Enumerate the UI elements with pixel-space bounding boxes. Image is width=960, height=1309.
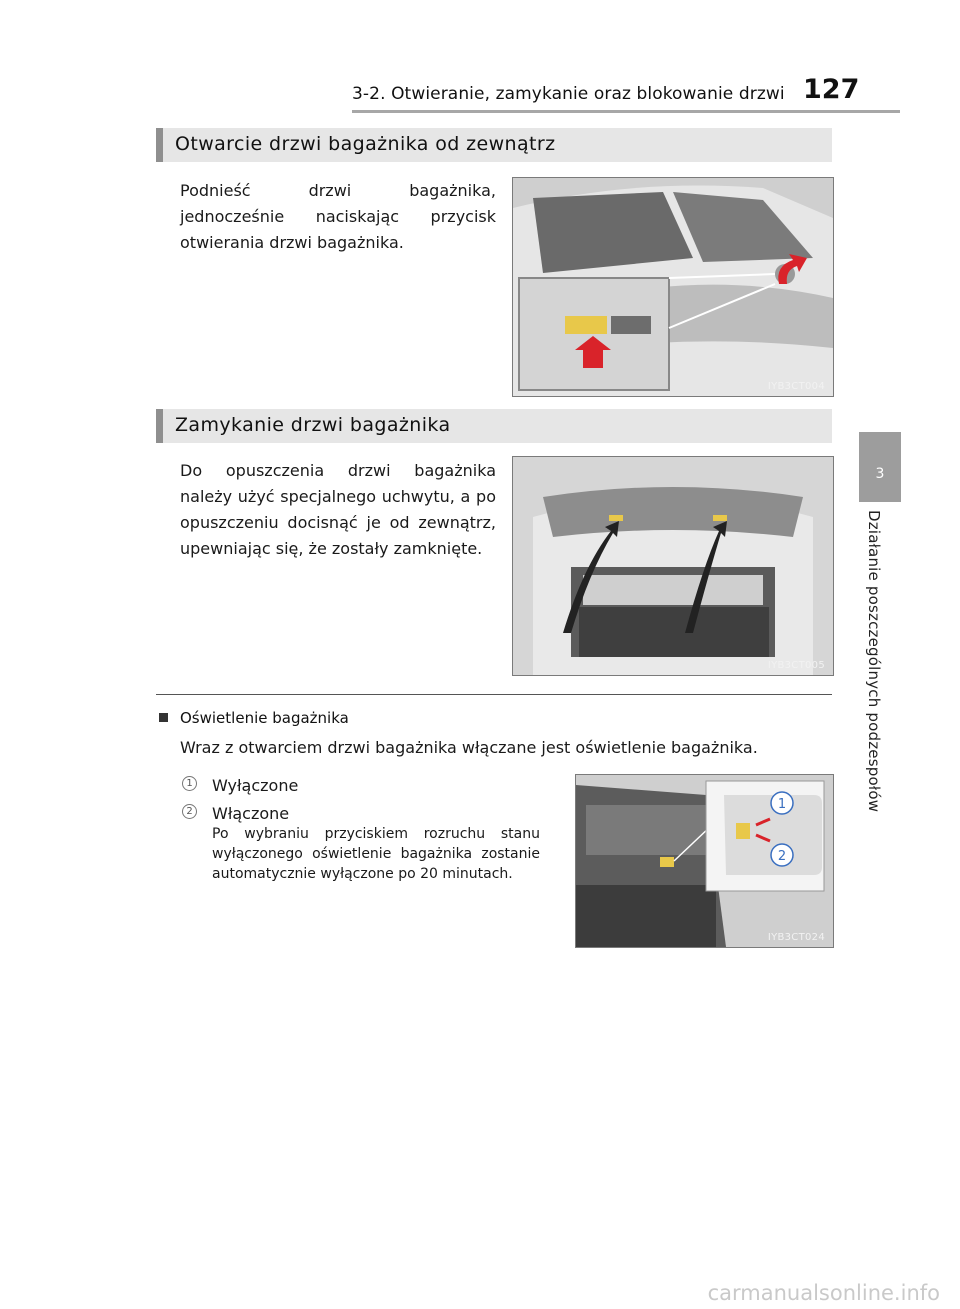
figure-trunk-closing	[512, 456, 834, 676]
figure-code: IYB3CT005	[767, 660, 825, 671]
callout-1: 1	[777, 797, 787, 812]
page-number: 127	[803, 74, 860, 105]
figure-trunk-light	[575, 774, 834, 948]
section-heading-text: Otwarcie drzwi bagażnika od zewnątrz	[175, 133, 556, 155]
section-heading-opening	[156, 128, 832, 162]
square-bullet-icon	[159, 713, 168, 722]
item-number-1: 1	[182, 776, 197, 791]
section-heading-closing	[156, 409, 832, 443]
section-divider	[156, 694, 832, 695]
figure-code: IYB3CT004	[767, 381, 825, 392]
chapter-number: 3	[875, 466, 885, 482]
section-text-opening: Podnieść drzwi bagażnika, jednocześnie naciskając przycisk otwierania drzwi bagażnika.	[180, 181, 496, 252]
car-rear-illustration	[513, 178, 833, 396]
chapter-tab	[859, 432, 901, 502]
open-trunk-illustration	[513, 457, 833, 675]
item-label-on: Włączone	[212, 804, 290, 823]
header-rule	[352, 110, 900, 113]
item-number-2: 2	[182, 804, 197, 819]
watermark: carmanualsonline.info	[707, 1281, 940, 1305]
figure-code: IYB3CT024	[767, 932, 825, 943]
trunk-light-illustration	[576, 775, 833, 947]
section-text-closing: Do opuszczenia drzwi bagażnika należy użyć specjalnego uchwytu, a po opuszczeniu docisnąć je od zewnątrz, upewniając się, że zostały zamknięte.	[180, 461, 496, 558]
item-description-on: Po wybraniu przyciskiem rozruchu stanu wyłączonego oświetlenie bagażnika zostanie automatycznie wyłączone po 20 minutach.	[212, 826, 540, 882]
note-title: Oświetlenie bagażnika	[180, 709, 349, 727]
header-title: 3-2. Otwieranie, zamykanie oraz blokowanie drzwi	[352, 84, 785, 104]
chapter-title-text: Działanie poszczególnych podzespołów	[865, 510, 883, 813]
section-heading-text: Zamykanie drzwi bagażnika	[175, 414, 451, 436]
callout-2: 2	[777, 849, 787, 864]
note-text: Wraz z otwarciem drzwi bagażnika włączane jest oświetlenie bagażnika.	[180, 738, 758, 757]
figure-trunk-opening	[512, 177, 834, 397]
chapter-title-vertical	[859, 510, 901, 870]
item-label-off: Wyłączone	[212, 776, 299, 795]
